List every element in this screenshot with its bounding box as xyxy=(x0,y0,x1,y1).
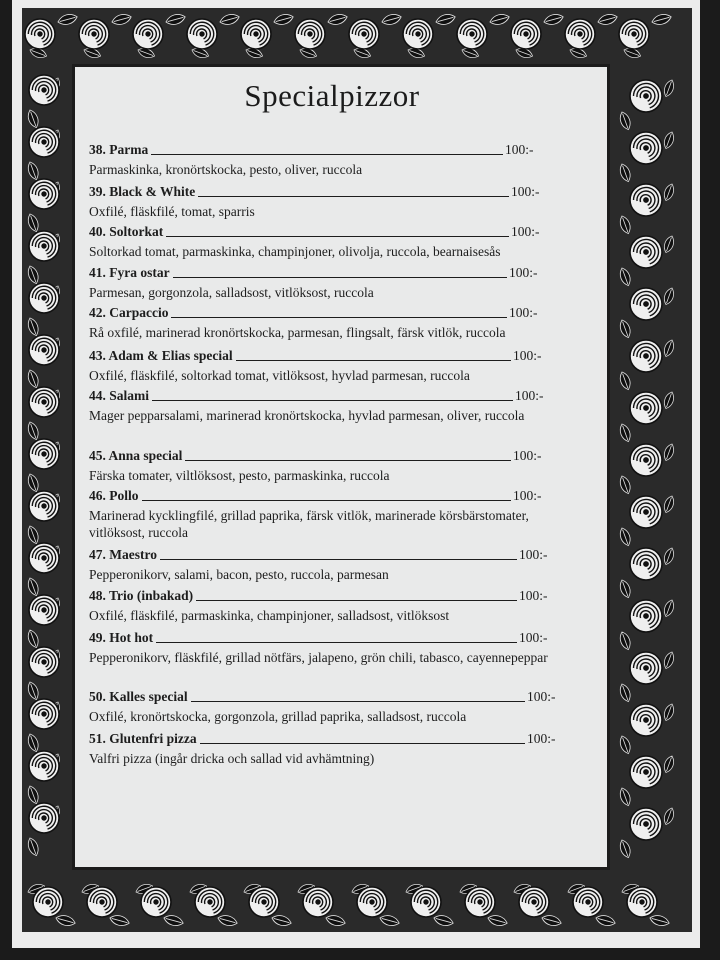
rose-ornament xyxy=(29,231,59,261)
menu-item-price: 100:- xyxy=(519,630,548,645)
rose-ornament xyxy=(29,751,59,781)
menu-item xyxy=(89,222,557,260)
rose-ornament xyxy=(565,19,595,49)
menu-item-price: 100:- xyxy=(519,588,548,603)
menu-item-price: 100:- xyxy=(511,224,540,239)
menu-item-price: 100:- xyxy=(513,348,542,363)
menu-item-name: 50. Kalles special xyxy=(89,689,188,704)
menu-item-header xyxy=(89,628,565,645)
rose-ornament xyxy=(630,600,662,632)
rose-ornament xyxy=(25,19,55,49)
rose-ornament xyxy=(511,19,541,49)
menu-item-name: 38. Parma xyxy=(89,142,149,157)
rose-ornament xyxy=(630,444,662,476)
rose-ornament xyxy=(630,704,662,736)
rose-ornament xyxy=(411,887,441,917)
rose-ornament xyxy=(29,179,59,209)
rose-ornament xyxy=(630,496,662,528)
menu-item-header xyxy=(89,303,555,320)
rose-ornament xyxy=(29,283,59,313)
rose-ornament xyxy=(630,548,662,580)
menu-item-name: 46. Pollo xyxy=(89,488,139,503)
rose-ornament xyxy=(630,236,662,268)
menu-item-price: 100:- xyxy=(505,142,534,157)
menu-item-header xyxy=(89,346,559,363)
rose-ornament xyxy=(630,808,662,840)
menu-item xyxy=(89,628,565,666)
menu-item-header xyxy=(89,486,559,503)
menu-item-name: 48. Trio (inbakad) xyxy=(89,588,194,603)
rose-ornament xyxy=(295,19,325,49)
rose-ornament xyxy=(630,652,662,684)
rose-ornament xyxy=(630,288,662,320)
dotted-leader-line xyxy=(156,642,517,643)
rose-ornament xyxy=(630,184,662,216)
rose-ornament xyxy=(357,887,387,917)
menu-item-price: 100:- xyxy=(509,265,538,280)
menu-item-description: Parmaskinka, kronörtskocka, pesto, oliver, ruccola xyxy=(89,162,363,177)
rose-ornament xyxy=(29,335,59,365)
rose-ornament xyxy=(87,887,117,917)
menu-item xyxy=(89,386,561,424)
dotted-leader-line xyxy=(152,400,513,401)
rose-ornament xyxy=(457,19,487,49)
rose-ornament xyxy=(29,127,59,157)
menu-item xyxy=(89,586,565,624)
rose-ornament xyxy=(630,340,662,372)
menu-item-name: 42. Carpaccio xyxy=(89,305,169,320)
rose-ornament xyxy=(195,887,225,917)
menu-item-description: Oxfilé, fläskfilé, tomat, sparris xyxy=(89,204,255,219)
menu-item-description: Pepperonikorv, salami, bacon, pesto, ruccola, parmesan xyxy=(89,567,389,582)
rose-ornament xyxy=(630,756,662,788)
menu-item xyxy=(89,303,555,341)
menu-item-price: 100:- xyxy=(515,388,544,403)
menu-item-price: 100:- xyxy=(527,689,556,704)
menu-item-price: 100:- xyxy=(513,448,542,463)
menu-item-header xyxy=(89,182,557,199)
rose-ornament xyxy=(79,19,109,49)
menu-item-description: Oxfilé, fläskfilé, parmaskinka, champinjoner, salladsost, vitlöksost xyxy=(89,608,450,623)
menu-item-header xyxy=(89,729,573,746)
menu-item-price: 100:- xyxy=(527,731,556,746)
menu-item-header xyxy=(89,687,573,704)
menu-item-description: Soltorkad tomat, parmaskinka, champinjoner, olivolja, ruccola, bearnaisesås xyxy=(89,244,501,259)
rose-ornament xyxy=(29,439,59,469)
dotted-leader-line xyxy=(151,154,503,155)
menu-item xyxy=(89,182,557,220)
menu-item-description: Parmesan, gorgonzola, salladsost, vitlöksost, ruccola xyxy=(89,285,374,300)
menu-item-name: 40. Soltorkat xyxy=(89,224,164,239)
menu-item-price: 100:- xyxy=(513,488,542,503)
rose-ornament xyxy=(349,19,379,49)
rose-ornament xyxy=(29,699,59,729)
menu-item-header xyxy=(89,386,561,403)
menu-item-header xyxy=(89,586,565,603)
rose-ornament xyxy=(133,19,163,49)
menu-item xyxy=(89,263,555,301)
rose-ornament xyxy=(630,132,662,164)
menu-item-name: 49. Hot hot xyxy=(89,630,154,645)
dotted-leader-line xyxy=(191,701,525,702)
rose-ornament xyxy=(29,543,59,573)
dotted-leader-line xyxy=(173,277,507,278)
menu-item-header xyxy=(89,140,551,157)
rose-ornament xyxy=(403,19,433,49)
menu-item-name: 51. Glutenfri pizza xyxy=(89,731,197,746)
dotted-leader-line xyxy=(142,500,512,501)
rose-ornament xyxy=(141,887,171,917)
rose-ornament xyxy=(573,887,603,917)
menu-item-name: 41. Fyra ostar xyxy=(89,265,170,280)
dotted-leader-line xyxy=(171,317,507,318)
rose-ornament xyxy=(29,647,59,677)
menu-item-description: Marinerad kycklingfilé, grillad paprika, färsk vitlök, marinerade körsbärstomater, vitlöksost, ruccola xyxy=(89,508,529,540)
menu-item xyxy=(89,140,551,178)
rose-ornament xyxy=(519,887,549,917)
menu-item-header xyxy=(89,263,555,280)
rose-ornament xyxy=(29,803,59,833)
menu-item-description: Rå oxfilé, marinerad kronörtskocka, parmesan, flingsalt, färsk vitlök, ruccola xyxy=(89,325,506,340)
menu-item-header xyxy=(89,446,559,463)
rose-ornament xyxy=(33,887,63,917)
menu-item-price: 100:- xyxy=(519,547,548,562)
dotted-leader-line xyxy=(196,600,517,601)
menu-item xyxy=(89,687,573,725)
rose-ornament xyxy=(29,387,59,417)
menu-item-header xyxy=(89,222,557,239)
menu-item-description: Mager pepparsalami, marinerad kronörtskocka, hyvlad parmesan, oliver, ruccola xyxy=(89,408,525,423)
menu-title: Specialpizzor xyxy=(244,78,420,113)
menu-sheet xyxy=(12,0,700,948)
menu-item-header xyxy=(89,545,565,562)
rose-ornament xyxy=(303,887,333,917)
dotted-leader-line xyxy=(160,559,517,560)
dotted-leader-line xyxy=(200,743,525,744)
dotted-leader-line xyxy=(236,360,511,361)
dotted-leader-line xyxy=(166,236,509,237)
menu-item-name: 39. Black & White xyxy=(89,184,196,199)
rose-ornament xyxy=(187,19,217,49)
dotted-leader-line xyxy=(198,196,509,197)
rose-ornament xyxy=(619,19,649,49)
rose-ornament xyxy=(29,491,59,521)
rose-ornament xyxy=(241,19,271,49)
menu-item xyxy=(89,446,559,484)
rose-ornament xyxy=(465,887,495,917)
menu-item-description: Oxfilé, fläskfilé, soltorkad tomat, vitlöksost, hyvlad parmesan, ruccola xyxy=(89,368,470,383)
rose-ornament xyxy=(630,392,662,424)
rose-ornament xyxy=(249,887,279,917)
rose-ornament xyxy=(29,595,59,625)
menu-item-description: Oxfilé, kronörtskocka, gorgonzola, grillad paprika, salladsost, ruccola xyxy=(89,709,467,724)
menu-item-name: 47. Maestro xyxy=(89,547,157,562)
menu-item-name: 45. Anna special xyxy=(89,448,183,463)
menu-item-description: Färska tomater, viltlöksost, pesto, parmaskinka, ruccola xyxy=(89,468,390,483)
menu-item-name: 43. Adam & Elias special xyxy=(89,348,233,363)
menu-item xyxy=(89,729,573,767)
menu-item xyxy=(89,545,565,583)
menu-item-price: 100:- xyxy=(511,184,540,199)
menu-item-description: Pepperonikorv, fläskfilé, grillad nötfärs, jalapeno, grön chili, tabasco, cayennepeppar xyxy=(89,650,548,665)
menu-item-description: Valfri pizza (ingår dricka och sallad vid avhämtning) xyxy=(89,751,375,766)
menu-item-price: 100:- xyxy=(509,305,538,320)
menu-item xyxy=(89,346,559,384)
dotted-leader-line xyxy=(185,460,511,461)
rose-ornament xyxy=(627,887,657,917)
menu-item-name: 44. Salami xyxy=(89,388,150,403)
menu-item xyxy=(89,486,559,541)
